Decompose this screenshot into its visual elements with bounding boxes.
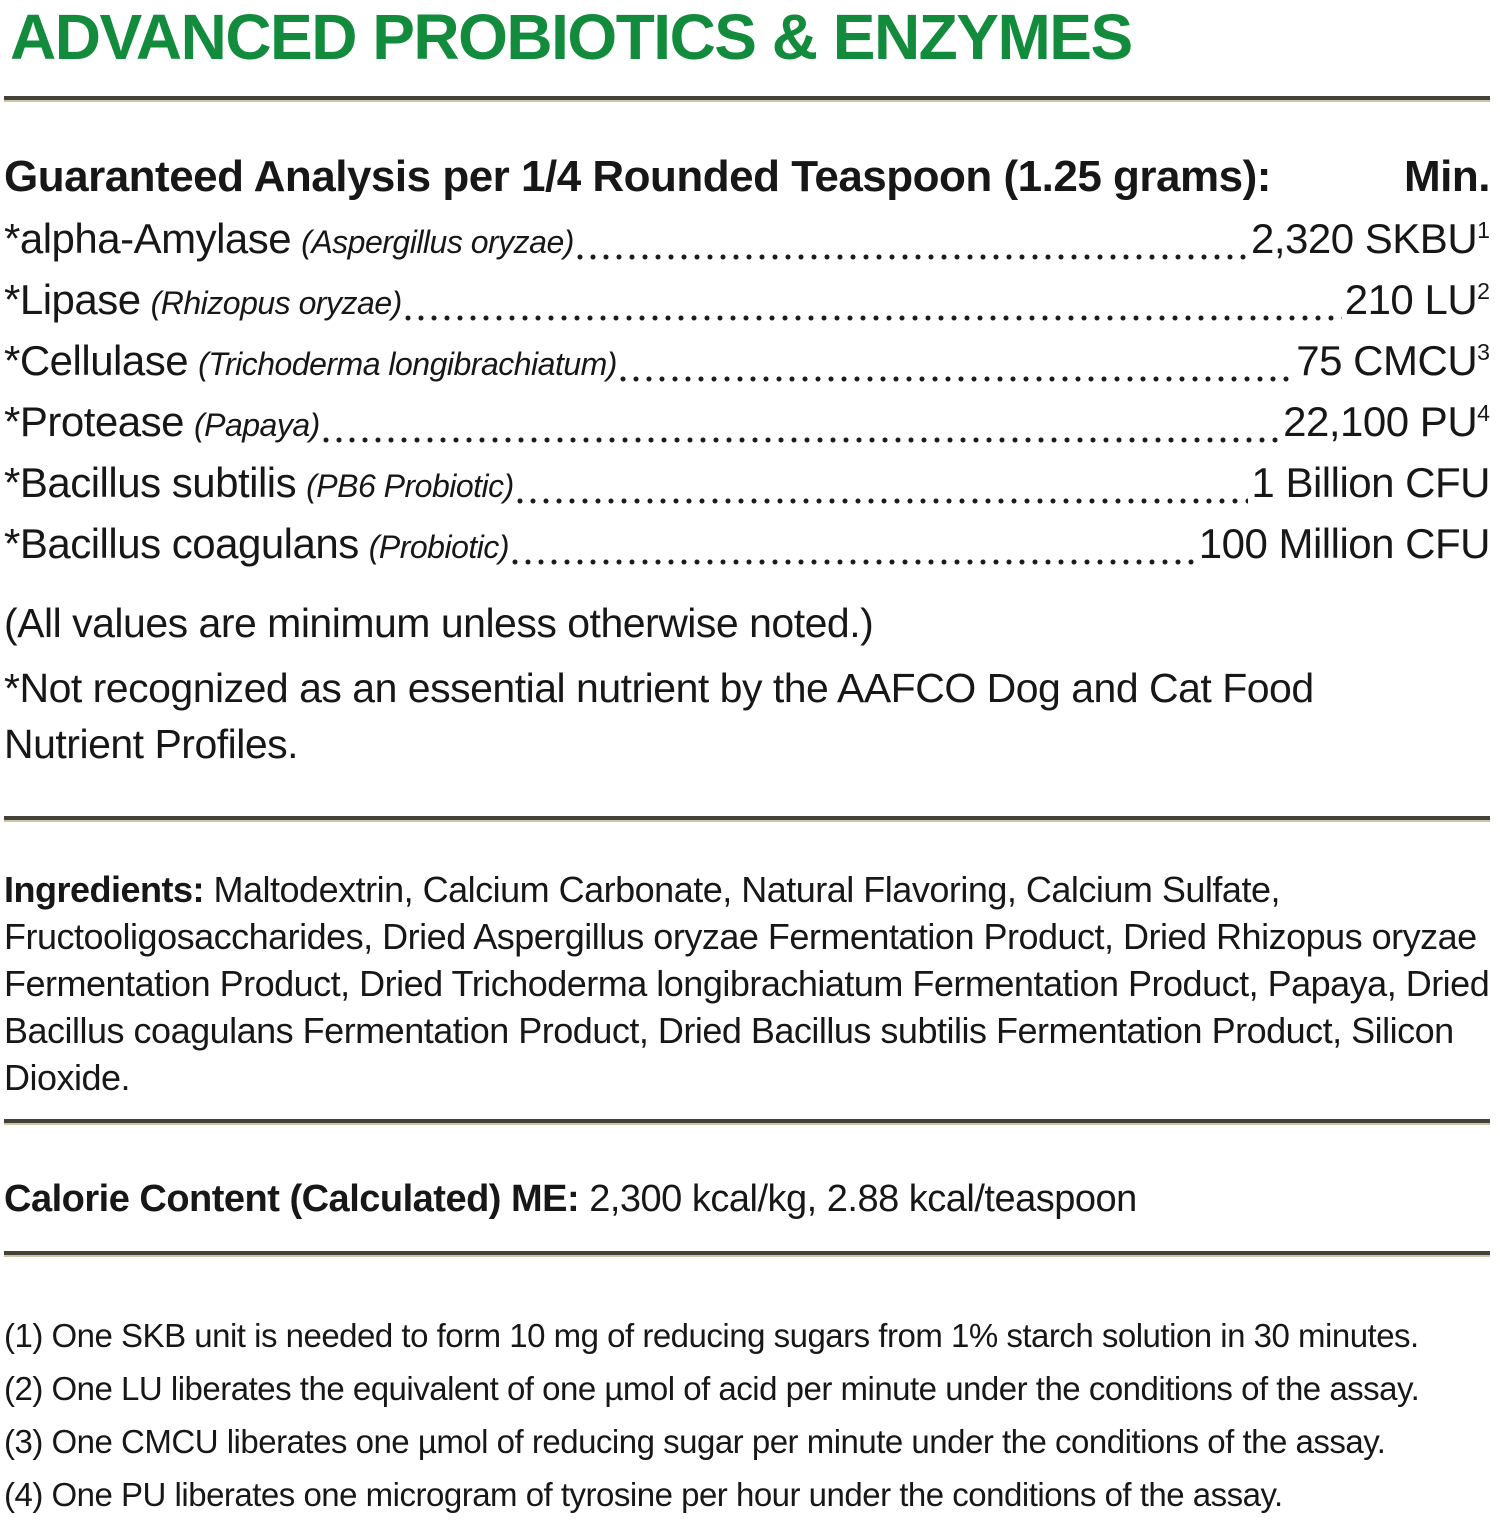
nutrient-value-text: 1 Billion CFU: [1251, 459, 1490, 506]
dot-leader: [323, 393, 1280, 454]
divider-footnotes: [4, 1251, 1490, 1257]
nutrient-value: [1199, 515, 1490, 572]
min-column-label: Min.: [1404, 152, 1490, 201]
nutrient-source: (PB6 Probiotic): [306, 468, 514, 504]
calorie-content-value: 2,300 kcal/kg, 2.88 kcal/teaspoon: [579, 1178, 1137, 1220]
minimum-values-note: (All values are minimum unless otherwise noted.): [4, 600, 874, 646]
dot-leader: [405, 271, 1342, 332]
dot-leader: [517, 454, 1249, 515]
footnote-4: (4) One PU liberates one microgram of tyrosine per hour under the conditions of the assay.: [4, 1476, 1283, 1513]
dot-leader: [512, 515, 1196, 576]
nutrient-value-text: 2,320 SKBU: [1251, 215, 1478, 262]
nutrient-source: (Aspergillus oryzae): [301, 224, 574, 260]
nutrient-value-text: 100 Million CFU: [1198, 520, 1490, 567]
footnotes-section: [4, 1309, 1490, 1521]
analysis-row-protease: [4, 393, 1490, 454]
analysis-row-bacillus-coagulans: [4, 515, 1490, 576]
nutrient-source: (Trichoderma longibrachiatum): [198, 346, 617, 382]
ingredients-text: Maltodextrin, Calcium Carbonate, Natural Flavoring, Calcium Sulfate, Fructooligosaccharides, Dried Aspergillus oryzae Fermentation Product, Dried Rhizopus oryzae Fermentation Product, Dried Trichoderma longibrachiatum Fermentation Product, Papaya, Dried Bacillus coagulans Fermentation Product, Dried Bacillus subtilis Fermentation Product, Silicon Dioxide.: [4, 869, 1490, 1098]
footnote-2: (2) One LU liberates the equivalent of one µmol of acid per minute under the conditions of the assay.: [4, 1370, 1420, 1407]
guaranteed-analysis-heading-text: Guaranteed Analysis per 1/4 Rounded Teaspoon (1.25 grams):: [4, 152, 1271, 201]
ingredients-label: Ingredients:: [4, 869, 205, 910]
nutrient-source: (Probiotic): [368, 529, 510, 565]
dot-leader: [620, 332, 1293, 393]
nutrient-value: [1283, 393, 1490, 450]
nutrient-name: *Protease: [4, 398, 184, 445]
dot-leader: [577, 210, 1248, 271]
divider-top: [4, 96, 1490, 102]
nutrient-value-text: 75 CMCU: [1296, 337, 1478, 384]
ingredients-paragraph: [4, 866, 1490, 1101]
calorie-content-line: [4, 1175, 1490, 1223]
divider-calorie: [4, 1119, 1490, 1125]
nutrient-value-text: 210 LU: [1344, 276, 1478, 323]
nutrient-source: (Papaya): [193, 407, 320, 443]
product-title: ADVANCED PROBIOTICS & ENZYMES: [10, 1, 1132, 73]
analysis-row-lipase: [4, 271, 1490, 332]
nutrient-value: [1251, 454, 1490, 511]
unit-footnote-marker: 2: [1477, 278, 1490, 304]
nutrient-value: [1296, 332, 1490, 389]
divider-ingredients: [4, 816, 1490, 822]
analysis-row-alpha-amylase: [4, 210, 1490, 271]
nutrient-name: *Lipase: [4, 276, 141, 323]
nutrient-value: [1345, 271, 1490, 328]
footnote-1: (1) One SKB unit is needed to form 10 mg of reducing sugars from 1% starch solution in 30 minutes.: [4, 1317, 1419, 1354]
calorie-content-label: Calorie Content (Calculated) ME:: [4, 1178, 580, 1220]
footnote-3: (3) One CMCU liberates one µmol of reducing sugar per minute under the conditions of the assay.: [4, 1423, 1386, 1460]
unit-footnote-marker: 4: [1477, 400, 1490, 426]
nutrient-name: *Cellulase: [4, 337, 189, 384]
nutrient-name: *alpha-Amylase: [4, 215, 292, 262]
guaranteed-analysis-heading: [4, 148, 1490, 206]
nutrient-value-text: 22,100 PU: [1283, 398, 1478, 445]
nutrient-value: [1251, 210, 1490, 267]
nutrient-source: (Rhizopus oryzae): [150, 285, 402, 321]
analysis-row-bacillus-subtilis: [4, 454, 1490, 515]
aafco-note: *Not recognized as an essential nutrient by the AAFCO Dog and Cat Food Nutrient Profiles.: [4, 665, 1314, 767]
unit-footnote-marker: 3: [1477, 339, 1490, 365]
analysis-row-cellulase: [4, 332, 1490, 393]
nutrient-name: *Bacillus subtilis: [4, 459, 297, 506]
nutrient-name: *Bacillus coagulans: [4, 520, 359, 567]
unit-footnote-marker: 1: [1477, 217, 1490, 243]
guaranteed-analysis-table: [4, 210, 1490, 576]
